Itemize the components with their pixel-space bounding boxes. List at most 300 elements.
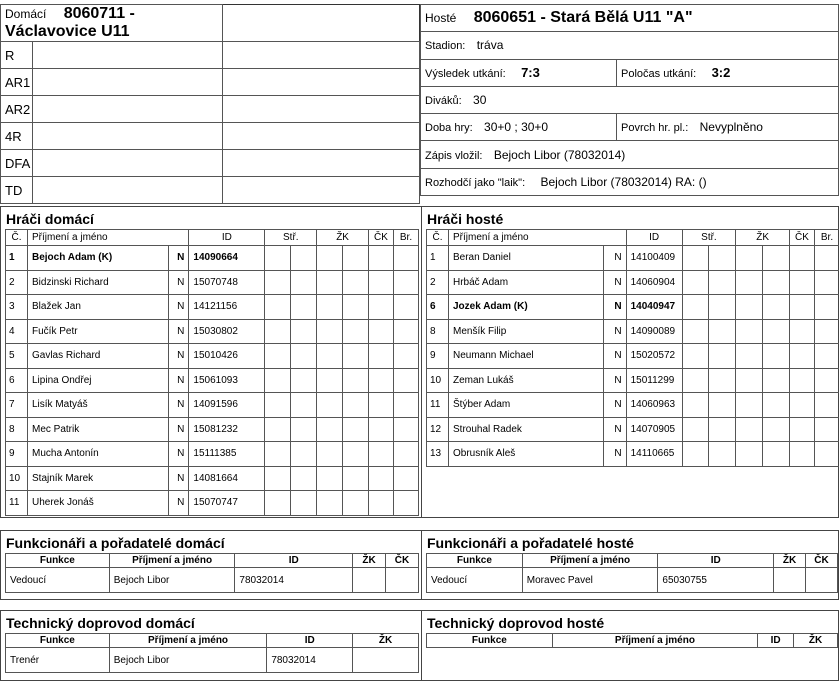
player-yellow-2 bbox=[343, 344, 369, 369]
player-id: 14060904 bbox=[626, 270, 682, 295]
official-r: R bbox=[1, 42, 33, 69]
player-name: Strouhal Radek bbox=[449, 417, 604, 442]
player-yellow-2 bbox=[343, 270, 369, 295]
player-name: Bejoch Adam (K) bbox=[28, 246, 169, 271]
surface-cell bbox=[617, 114, 839, 141]
player-gk bbox=[394, 442, 419, 467]
spectators-value: 30 bbox=[473, 92, 487, 107]
player-goals-1 bbox=[682, 442, 709, 467]
player-flag: N bbox=[169, 417, 189, 442]
player-red bbox=[790, 319, 815, 344]
player-yellow-1 bbox=[317, 491, 343, 516]
player-row bbox=[6, 270, 419, 295]
official-td-value bbox=[33, 177, 223, 204]
player-goals-1 bbox=[265, 319, 291, 344]
staff-function: Vedoucí bbox=[427, 568, 523, 593]
stadium-value: tráva bbox=[476, 38, 504, 53]
player-flag: N bbox=[604, 270, 626, 295]
player-goals-1 bbox=[265, 295, 291, 320]
official-r-value bbox=[33, 42, 223, 69]
away-staff-section bbox=[421, 530, 839, 600]
player-goals-2 bbox=[709, 368, 736, 393]
player-number: 8 bbox=[427, 319, 449, 344]
player-yellow-1 bbox=[317, 319, 343, 344]
player-goals-1 bbox=[682, 319, 709, 344]
player-number: 5 bbox=[6, 344, 28, 369]
player-yellow-2 bbox=[343, 466, 369, 491]
col-red: ČK bbox=[806, 554, 838, 568]
col-yellow: ŽK bbox=[317, 230, 369, 246]
player-red bbox=[369, 466, 394, 491]
player-flag: N bbox=[604, 442, 626, 467]
home-players-title: Hráči domácí bbox=[6, 211, 94, 227]
player-flag: N bbox=[169, 368, 189, 393]
tech-name: Bejoch Libor bbox=[109, 648, 267, 673]
player-yellow-1 bbox=[317, 442, 343, 467]
player-gk bbox=[815, 417, 839, 442]
player-goals-1 bbox=[682, 368, 709, 393]
player-flag: N bbox=[169, 344, 189, 369]
away-label: Hosté bbox=[425, 11, 457, 26]
player-red bbox=[369, 442, 394, 467]
player-gk bbox=[815, 270, 839, 295]
player-flag: N bbox=[604, 344, 626, 369]
player-yellow-2 bbox=[763, 246, 790, 271]
player-gk bbox=[394, 491, 419, 516]
player-yellow-1 bbox=[736, 417, 763, 442]
player-row bbox=[6, 393, 419, 418]
player-number: 10 bbox=[6, 466, 28, 491]
player-goals-1 bbox=[265, 246, 291, 271]
home-players-body bbox=[6, 246, 419, 516]
staff-name: Moravec Pavel bbox=[522, 568, 658, 593]
col-name: Příjmení a jméno bbox=[552, 634, 757, 648]
player-red bbox=[790, 344, 815, 369]
player-yellow-1 bbox=[317, 270, 343, 295]
player-number: 2 bbox=[6, 270, 28, 295]
player-name: Fučík Petr bbox=[28, 319, 169, 344]
player-number: 1 bbox=[427, 246, 449, 271]
player-yellow-2 bbox=[763, 442, 790, 467]
staff-id: 65030755 bbox=[658, 568, 774, 593]
player-goals-1 bbox=[265, 491, 291, 516]
player-red bbox=[790, 295, 815, 320]
col-function: Funkce bbox=[427, 554, 523, 568]
player-goals-2 bbox=[291, 466, 317, 491]
away-tech-table bbox=[426, 633, 838, 648]
player-yellow-2 bbox=[763, 417, 790, 442]
player-number: 9 bbox=[6, 442, 28, 467]
player-id: 14090664 bbox=[189, 246, 265, 271]
official-ar2-value bbox=[33, 96, 223, 123]
player-goals-2 bbox=[291, 491, 317, 516]
player-name: Bidzinski Richard bbox=[28, 270, 169, 295]
col-gk: Br. bbox=[394, 230, 419, 246]
player-red bbox=[790, 393, 815, 418]
player-flag: N bbox=[604, 417, 626, 442]
player-yellow-1 bbox=[736, 344, 763, 369]
player-id: 15070748 bbox=[189, 270, 265, 295]
player-id: 14121156 bbox=[189, 295, 265, 320]
col-function: Funkce bbox=[427, 634, 553, 648]
tech-function: Trenér bbox=[6, 648, 110, 673]
result-cell bbox=[421, 59, 617, 86]
player-number: 2 bbox=[427, 270, 449, 295]
entered-value: Bejoch Libor (78032014) bbox=[493, 147, 626, 162]
player-yellow-1 bbox=[317, 466, 343, 491]
player-goals-2 bbox=[709, 295, 736, 320]
player-goals-1 bbox=[682, 246, 709, 271]
player-number: 12 bbox=[427, 417, 449, 442]
official-dfa-extra bbox=[223, 150, 420, 177]
player-yellow-2 bbox=[763, 368, 790, 393]
official-ar1-value bbox=[33, 69, 223, 96]
home-staff-title: Funkcionáři a pořadatelé domácí bbox=[6, 535, 225, 551]
player-gk bbox=[394, 417, 419, 442]
away-players-title: Hráči hosté bbox=[427, 211, 504, 227]
player-yellow-2 bbox=[343, 319, 369, 344]
player-yellow-2 bbox=[343, 417, 369, 442]
player-row bbox=[427, 246, 839, 271]
away-team-name: 8060651 - Stará Bělá U11 "A" bbox=[473, 9, 693, 27]
player-flag: N bbox=[604, 295, 626, 320]
home-tech-table bbox=[5, 633, 419, 673]
player-gk bbox=[394, 295, 419, 320]
official-r-extra bbox=[223, 42, 420, 69]
col-id: ID bbox=[758, 634, 794, 648]
col-id: ID bbox=[267, 634, 353, 648]
col-function: Funkce bbox=[6, 554, 110, 568]
player-goals-2 bbox=[709, 270, 736, 295]
player-yellow-1 bbox=[736, 442, 763, 467]
home-team-name: 8060711 - Václavovice U11 bbox=[5, 5, 135, 40]
player-red bbox=[369, 344, 394, 369]
halftime-label: Poločas utkání: bbox=[621, 68, 697, 81]
player-yellow-1 bbox=[317, 344, 343, 369]
stadium-label: Stadion: bbox=[425, 40, 466, 53]
match-info-header bbox=[420, 4, 839, 196]
official-ar1-extra bbox=[223, 69, 420, 96]
player-yellow-1 bbox=[736, 319, 763, 344]
player-row bbox=[427, 417, 839, 442]
player-name: Menšík Filip bbox=[449, 319, 604, 344]
col-gk: Br. bbox=[815, 230, 839, 246]
col-name: Příjmení a jméno bbox=[449, 230, 627, 246]
player-name: Zeman Lukáš bbox=[449, 368, 604, 393]
player-goals-2 bbox=[709, 417, 736, 442]
player-red bbox=[369, 393, 394, 418]
away-staff-title: Funkcionáři a pořadatelé hosté bbox=[427, 535, 634, 551]
player-row bbox=[427, 393, 839, 418]
player-goals-1 bbox=[682, 417, 709, 442]
col-num: Č. bbox=[427, 230, 449, 246]
player-number: 8 bbox=[6, 417, 28, 442]
player-id: 15030802 bbox=[189, 319, 265, 344]
player-number: 6 bbox=[427, 295, 449, 320]
col-name: Příjmení a jméno bbox=[522, 554, 658, 568]
player-name: Štýber Adam bbox=[449, 393, 604, 418]
staff-function: Vedoucí bbox=[6, 568, 110, 593]
staff-name: Bejoch Libor bbox=[109, 568, 235, 593]
away-players-section bbox=[421, 206, 839, 518]
col-goals: Stř. bbox=[265, 230, 317, 246]
player-number: 11 bbox=[427, 393, 449, 418]
staff-yellow bbox=[353, 568, 386, 593]
official-ar1: AR1 bbox=[1, 69, 33, 96]
col-yellow: ŽK bbox=[353, 554, 386, 568]
player-yellow-2 bbox=[763, 295, 790, 320]
col-red: ČK bbox=[386, 554, 419, 568]
player-name: Lipina Ondřej bbox=[28, 368, 169, 393]
player-yellow-2 bbox=[763, 270, 790, 295]
player-row bbox=[6, 319, 419, 344]
col-name: Příjmení a jméno bbox=[28, 230, 189, 246]
col-yellow: ŽK bbox=[794, 634, 838, 648]
player-goals-2 bbox=[291, 344, 317, 369]
official-dfa-value bbox=[33, 150, 223, 177]
player-gk bbox=[815, 246, 839, 271]
player-id: 15081232 bbox=[189, 417, 265, 442]
player-red bbox=[369, 368, 394, 393]
player-id: 14040947 bbox=[626, 295, 682, 320]
player-id: 15061093 bbox=[189, 368, 265, 393]
player-goals-1 bbox=[682, 393, 709, 418]
player-gk bbox=[815, 442, 839, 467]
player-flag: N bbox=[604, 319, 626, 344]
duration-cell bbox=[421, 114, 617, 141]
player-goals-2 bbox=[291, 417, 317, 442]
home-players-header-row bbox=[6, 230, 419, 246]
player-flag: N bbox=[604, 368, 626, 393]
player-name: Beran Daniel bbox=[449, 246, 604, 271]
player-goals-2 bbox=[291, 393, 317, 418]
player-red bbox=[790, 246, 815, 271]
player-yellow-2 bbox=[343, 295, 369, 320]
official-4r: 4R bbox=[1, 123, 33, 150]
player-id: 14081664 bbox=[189, 466, 265, 491]
home-label: Domácí bbox=[5, 7, 47, 21]
player-flag: N bbox=[169, 319, 189, 344]
player-goals-2 bbox=[709, 246, 736, 271]
col-function: Funkce bbox=[6, 634, 110, 648]
col-id: ID bbox=[658, 554, 774, 568]
away-players-header-row bbox=[427, 230, 839, 246]
player-yellow-2 bbox=[763, 393, 790, 418]
player-goals-2 bbox=[291, 368, 317, 393]
result-label: Výsledek utkání: bbox=[425, 68, 506, 81]
player-goals-2 bbox=[291, 295, 317, 320]
player-yellow-2 bbox=[343, 491, 369, 516]
player-red bbox=[369, 246, 394, 271]
player-name: Mec Patrik bbox=[28, 417, 169, 442]
player-id: 14090089 bbox=[626, 319, 682, 344]
spectators-row bbox=[421, 86, 839, 113]
col-yellow: ŽK bbox=[774, 554, 806, 568]
tech-id: 78032014 bbox=[267, 648, 353, 673]
player-number: 11 bbox=[6, 491, 28, 516]
player-goals-1 bbox=[682, 344, 709, 369]
official-td: TD bbox=[1, 177, 33, 204]
duration-label: Doba hry: bbox=[425, 122, 473, 135]
away-players-body bbox=[427, 246, 839, 467]
player-id: 15010426 bbox=[189, 344, 265, 369]
home-tech-section bbox=[0, 610, 422, 681]
player-yellow-1 bbox=[736, 368, 763, 393]
surface-value: Nevyplněno bbox=[699, 120, 763, 135]
player-red bbox=[790, 368, 815, 393]
official-ar2: AR2 bbox=[1, 96, 33, 123]
home-staff-section bbox=[0, 530, 422, 600]
player-row bbox=[6, 295, 419, 320]
player-row bbox=[427, 319, 839, 344]
player-yellow-1 bbox=[317, 368, 343, 393]
home-tech-row bbox=[6, 648, 419, 673]
player-flag: N bbox=[169, 246, 189, 271]
surface-label: Povrch hr. pl.: bbox=[621, 122, 689, 135]
player-gk bbox=[815, 295, 839, 320]
player-yellow-1 bbox=[736, 295, 763, 320]
home-team-title bbox=[1, 5, 223, 42]
player-row bbox=[6, 344, 419, 369]
home-tech-title: Technický doprovod domácí bbox=[6, 615, 195, 631]
player-yellow-1 bbox=[736, 246, 763, 271]
player-flag: N bbox=[169, 491, 189, 516]
player-number: 9 bbox=[427, 344, 449, 369]
player-row bbox=[6, 491, 419, 516]
player-number: 3 bbox=[6, 295, 28, 320]
player-row bbox=[6, 246, 419, 271]
home-staff-table bbox=[5, 553, 419, 593]
player-yellow-1 bbox=[736, 393, 763, 418]
col-yellow: ŽK bbox=[736, 230, 790, 246]
player-gk bbox=[394, 270, 419, 295]
home-staff-row bbox=[6, 568, 419, 593]
player-name: Gavlas Richard bbox=[28, 344, 169, 369]
player-name: Blažek Jan bbox=[28, 295, 169, 320]
player-flag: N bbox=[169, 442, 189, 467]
player-gk bbox=[394, 319, 419, 344]
player-id: 14091596 bbox=[189, 393, 265, 418]
player-flag: N bbox=[169, 270, 189, 295]
away-players-table bbox=[426, 229, 839, 467]
player-number: 10 bbox=[427, 368, 449, 393]
player-row bbox=[6, 417, 419, 442]
col-name: Příjmení a jméno bbox=[109, 634, 267, 648]
spectators-label: Diváků: bbox=[425, 94, 462, 107]
home-players-table bbox=[5, 229, 419, 516]
player-gk bbox=[815, 319, 839, 344]
col-num: Č. bbox=[6, 230, 28, 246]
player-row bbox=[427, 368, 839, 393]
player-goals-2 bbox=[291, 246, 317, 271]
player-flag: N bbox=[169, 466, 189, 491]
player-goals-1 bbox=[265, 344, 291, 369]
col-id: ID bbox=[626, 230, 682, 246]
player-id: 15070747 bbox=[189, 491, 265, 516]
player-goals-2 bbox=[709, 344, 736, 369]
referee-row bbox=[421, 168, 839, 195]
player-id: 14070905 bbox=[626, 417, 682, 442]
official-ar2-extra bbox=[223, 96, 420, 123]
player-red bbox=[790, 417, 815, 442]
player-red bbox=[369, 270, 394, 295]
player-number: 4 bbox=[6, 319, 28, 344]
player-number: 1 bbox=[6, 246, 28, 271]
player-goals-1 bbox=[265, 368, 291, 393]
player-row bbox=[427, 270, 839, 295]
stadium-row bbox=[421, 32, 839, 59]
referee-label: Rozhodčí jako "laik": bbox=[425, 176, 526, 189]
home-officials-header bbox=[0, 4, 420, 204]
player-yellow-1 bbox=[317, 393, 343, 418]
player-goals-1 bbox=[265, 442, 291, 467]
player-yellow-1 bbox=[736, 270, 763, 295]
away-tech-section bbox=[421, 610, 839, 681]
player-yellow-2 bbox=[763, 344, 790, 369]
player-gk bbox=[394, 344, 419, 369]
col-name: Příjmení a jméno bbox=[109, 554, 235, 568]
player-red bbox=[790, 270, 815, 295]
player-gk bbox=[394, 466, 419, 491]
player-number: 7 bbox=[6, 393, 28, 418]
player-yellow-2 bbox=[343, 393, 369, 418]
official-4r-value bbox=[33, 123, 223, 150]
col-red: ČK bbox=[369, 230, 394, 246]
player-id: 15111385 bbox=[189, 442, 265, 467]
player-name: Stajník Marek bbox=[28, 466, 169, 491]
player-flag: N bbox=[604, 393, 626, 418]
player-flag: N bbox=[169, 393, 189, 418]
player-id: 15020572 bbox=[626, 344, 682, 369]
result-value: 7:3 bbox=[521, 65, 540, 81]
player-row bbox=[427, 442, 839, 467]
player-gk bbox=[394, 368, 419, 393]
player-gk bbox=[815, 344, 839, 369]
col-id: ID bbox=[235, 554, 353, 568]
col-id: ID bbox=[189, 230, 265, 246]
player-row bbox=[427, 295, 839, 320]
player-id: 15011299 bbox=[626, 368, 682, 393]
tech-yellow bbox=[353, 648, 419, 673]
player-row bbox=[6, 466, 419, 491]
player-row bbox=[427, 344, 839, 369]
duration-value: 30+0 ; 30+0 bbox=[484, 120, 549, 135]
staff-red bbox=[386, 568, 419, 593]
player-flag: N bbox=[169, 295, 189, 320]
official-dfa: DFA bbox=[1, 150, 33, 177]
col-goals: Stř. bbox=[682, 230, 736, 246]
player-yellow-1 bbox=[317, 246, 343, 271]
player-goals-1 bbox=[265, 393, 291, 418]
player-yellow-2 bbox=[343, 368, 369, 393]
entered-label: Zápis vložil: bbox=[425, 149, 483, 162]
player-gk bbox=[815, 393, 839, 418]
player-name: Uherek Jonáš bbox=[28, 491, 169, 516]
player-goals-1 bbox=[265, 466, 291, 491]
player-yellow-2 bbox=[343, 442, 369, 467]
player-id: 14100409 bbox=[626, 246, 682, 271]
player-goals-2 bbox=[291, 319, 317, 344]
player-goals-2 bbox=[709, 319, 736, 344]
player-red bbox=[369, 319, 394, 344]
player-goals-1 bbox=[682, 270, 709, 295]
player-yellow-1 bbox=[317, 417, 343, 442]
player-gk bbox=[394, 246, 419, 271]
player-name: Mucha Antonín bbox=[28, 442, 169, 467]
player-number: 6 bbox=[6, 368, 28, 393]
official-td-extra bbox=[223, 177, 420, 204]
player-gk bbox=[394, 393, 419, 418]
